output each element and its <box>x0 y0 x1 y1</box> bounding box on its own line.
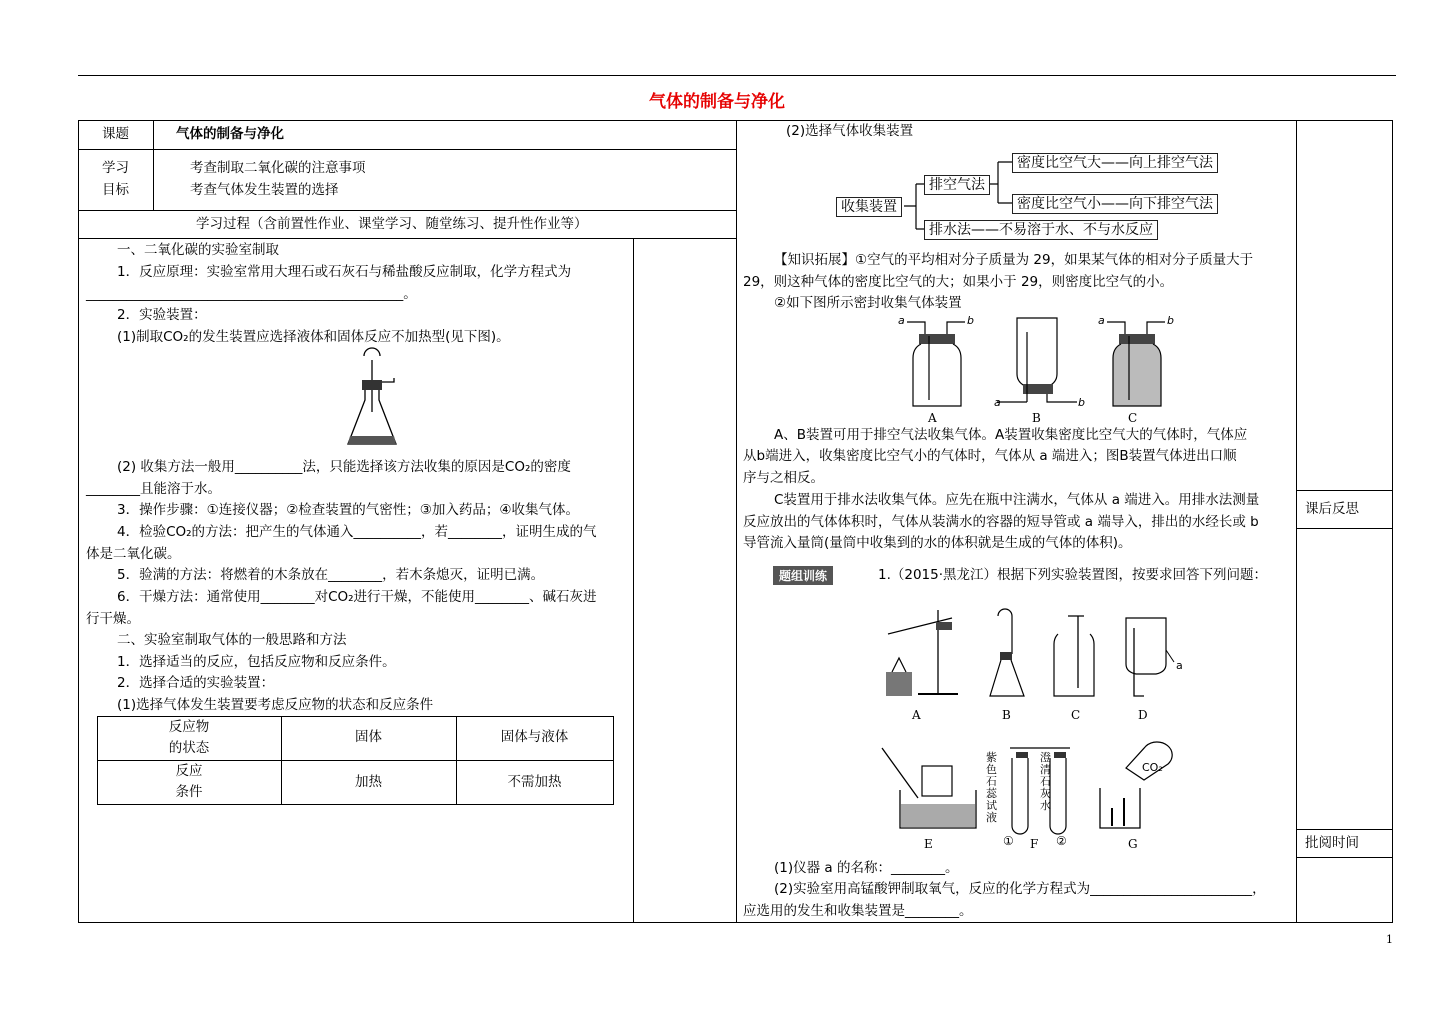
knowledge-2: ②如下图所示密封收集气体装置 <box>774 295 962 311</box>
answer-2a: (2)实验室用高锰酸钾制取氧气，反应的化学方程式为________________________， <box>774 881 1266 897</box>
para-1b: _______________________________________________。 <box>86 286 417 302</box>
app-label-g: G <box>1128 837 1138 851</box>
app-label-d: D <box>1138 708 1148 722</box>
para-4a: 4．检验CO₂的方法：把产生的气体通入__________，若________，证明生成的气 <box>117 524 597 540</box>
practice-tag: 题组训练 <box>773 566 833 585</box>
sealed-bottles-figure <box>895 312 1175 424</box>
diagram-upward: 密度比空气大——向上排空气法 <box>1012 153 1218 173</box>
column-divider-main <box>736 120 737 923</box>
para-6b: 行干燥。 <box>86 611 140 627</box>
cell-r1c1b: 的状态 <box>168 740 210 756</box>
inner-table-bottom <box>97 804 614 805</box>
topic-label: 课题 <box>102 126 129 142</box>
goal-2: 考查气体发生装置的选择 <box>190 182 339 198</box>
para-5: 5．验满的方法：将燃着的木条放在________，若木条熄灭，证明已满。 <box>117 567 545 583</box>
bottle-b-port-b: b <box>1078 396 1085 409</box>
process-heading: 学习过程（含前置性作业、课堂学习、随堂练习、提升性作业等） <box>196 216 588 232</box>
column-divider-left-inner <box>633 238 634 923</box>
review-time-label: 批阅时间 <box>1305 835 1359 851</box>
answer-2b: 应选用的发生和收集装置是________。 <box>743 903 973 919</box>
f-number-1: ① <box>1003 834 1014 848</box>
row-divider-2 <box>78 210 736 211</box>
label-column-divider <box>153 120 154 210</box>
answer-1: (1)仪器 a 的名称：________。 <box>774 860 959 876</box>
g-co2-label: CO₂ <box>1142 761 1163 774</box>
inner-table-mid <box>97 760 614 761</box>
collect-heading: (2)选择气体收集装置 <box>786 123 914 139</box>
app-label-b: B <box>1002 708 1011 722</box>
diagram-root: 收集装置 <box>836 197 902 217</box>
diagram-water: 排水法——不易溶于水、不与水反应 <box>924 220 1158 240</box>
page-number: 1 <box>1386 933 1393 946</box>
explain-1b: 从b端进入，收集密度比空气小的气体时，气体从 a 端进入；图B装置气体进出口顺 <box>743 448 1237 464</box>
inner-table-right <box>613 716 614 805</box>
knowledge-1a: 【知识拓展】①空气的平均相对分子质量为 29，如果某气体的相对分子质量大于 <box>774 252 1254 268</box>
side-divider-2 <box>1296 528 1393 529</box>
side-divider-3 <box>1296 829 1393 830</box>
table-border-right <box>1392 120 1393 923</box>
f-number-2: ② <box>1056 834 1067 848</box>
table-border-left <box>78 120 79 923</box>
bottle-label-b: B <box>1032 411 1041 425</box>
app-d-label-a: a <box>1176 659 1183 672</box>
para-3: 3．操作步骤：①连接仪器；②检查装置的气密性；③加入药品；④收集气体。 <box>117 502 579 518</box>
para-1a: 1．反应原理：实验室常用大理石或石灰石与稀盐酸反应制取，化学方程式为 <box>117 264 572 280</box>
app-label-c: C <box>1071 708 1081 722</box>
apparatus-row-1 <box>878 606 1188 702</box>
cell-r2c1b: 条件 <box>175 784 203 800</box>
step-2a: (1)选择气体发生装置要考虑反应物的状态和反应条件 <box>117 697 434 713</box>
column-divider-side <box>1296 120 1297 923</box>
diagram-downward: 密度比空气小——向下排空气法 <box>1012 194 1218 214</box>
section-2-heading: 二、实验室制取气体的一般思路和方法 <box>117 632 347 648</box>
app-label-e: E <box>924 837 933 851</box>
topic-value: 气体的制备与净化 <box>176 126 284 142</box>
bottle-a-port-a: a <box>898 314 905 327</box>
cell-r2c1a: 反应 <box>175 763 203 779</box>
explain-1a: A、B装置可用于排空气法收集气体。A装置收集密度比空气大的气体时，气体应 <box>774 427 1248 443</box>
bottle-c-port-b: b <box>1167 314 1174 327</box>
bottle-label-a: A <box>928 411 937 425</box>
explain-1c: 序与之相反。 <box>743 470 824 486</box>
para-2b-1: (2) 收集方法一般用__________法，只能选择该方法收集的原因是CO₂的密度 <box>117 459 571 475</box>
para-4b: 体是二氧化碳。 <box>86 546 181 562</box>
apparatus-row-2 <box>878 738 1188 834</box>
para-6a: 6．干燥方法：通常使用________对CO₂进行干燥，不能使用________、碱石灰进 <box>117 589 597 605</box>
step-1: 1．选择适当的反应，包括反应物和反应条件。 <box>117 654 396 670</box>
bottle-label-c: C <box>1128 411 1138 425</box>
top-rule <box>78 75 1396 76</box>
f-left-reagent: 紫色石蕊试液 <box>986 751 997 824</box>
inner-table-top <box>97 716 614 717</box>
app-label-f: F <box>1030 837 1039 851</box>
bottle-a-port-b: b <box>967 314 974 327</box>
app-label-a: A <box>912 708 921 722</box>
para-2b-2: ________且能溶于水。 <box>86 481 221 497</box>
explain-2c: 导管流入量筒(量筒中收集到的水的体积就是生成的气体的体积)。 <box>743 535 1132 551</box>
para-2: 2．实验装置： <box>117 307 207 323</box>
bottle-c-port-a: a <box>1098 314 1105 327</box>
explain-2b: 反应放出的气体体积时，气体从装满水的容器的短导管或 a 端导入，排出的水经长或 b <box>743 514 1259 530</box>
bottle-b-port-a: a <box>994 396 1001 409</box>
cell-r1c2: 固体 <box>355 729 382 745</box>
page-title: 气体的制备与净化 <box>649 92 785 112</box>
explain-2a: C装置用于排水法收集气体。应先在瓶中注满水，气体从 a 端进入。用排水法测量 <box>774 492 1260 508</box>
para-2a: (1)制取CO₂的发生装置应选择液体和固体反应不加热型(见下图)。 <box>117 329 510 345</box>
section-1-heading: 一、二氧化碳的实验室制取 <box>117 242 279 258</box>
practice-question: 1.（2015·黑龙江）根据下列实验装置图，按要求回答下列问题： <box>878 567 1268 583</box>
row-divider-3 <box>78 238 736 239</box>
goal-label-1: 学习 <box>102 160 129 176</box>
goal-label-2: 目标 <box>102 182 129 198</box>
f-right-reagent: 澄清石灰水 <box>1040 751 1051 812</box>
step-2: 2．选择合适的实验装置： <box>117 675 275 691</box>
co2-generator-apparatus <box>340 352 400 448</box>
side-divider-1 <box>1296 490 1393 491</box>
cell-r2c2: 加热 <box>355 774 382 790</box>
side-divider-4 <box>1296 857 1393 858</box>
cell-r1c1a: 反应物 <box>168 719 210 735</box>
knowledge-1b: 29，则这种气体的密度比空气的大；如果小于 29，则密度比空气的小。 <box>743 274 1174 290</box>
row-divider-1 <box>78 149 736 150</box>
cell-r2c3: 不需加热 <box>507 774 562 790</box>
reflection-label: 课后反思 <box>1305 501 1359 517</box>
goal-1: 考查制取二氧化碳的注意事项 <box>190 160 366 176</box>
cell-r1c3: 固体与液体 <box>500 729 569 745</box>
diagram-air-method: 排空气法 <box>924 175 990 195</box>
